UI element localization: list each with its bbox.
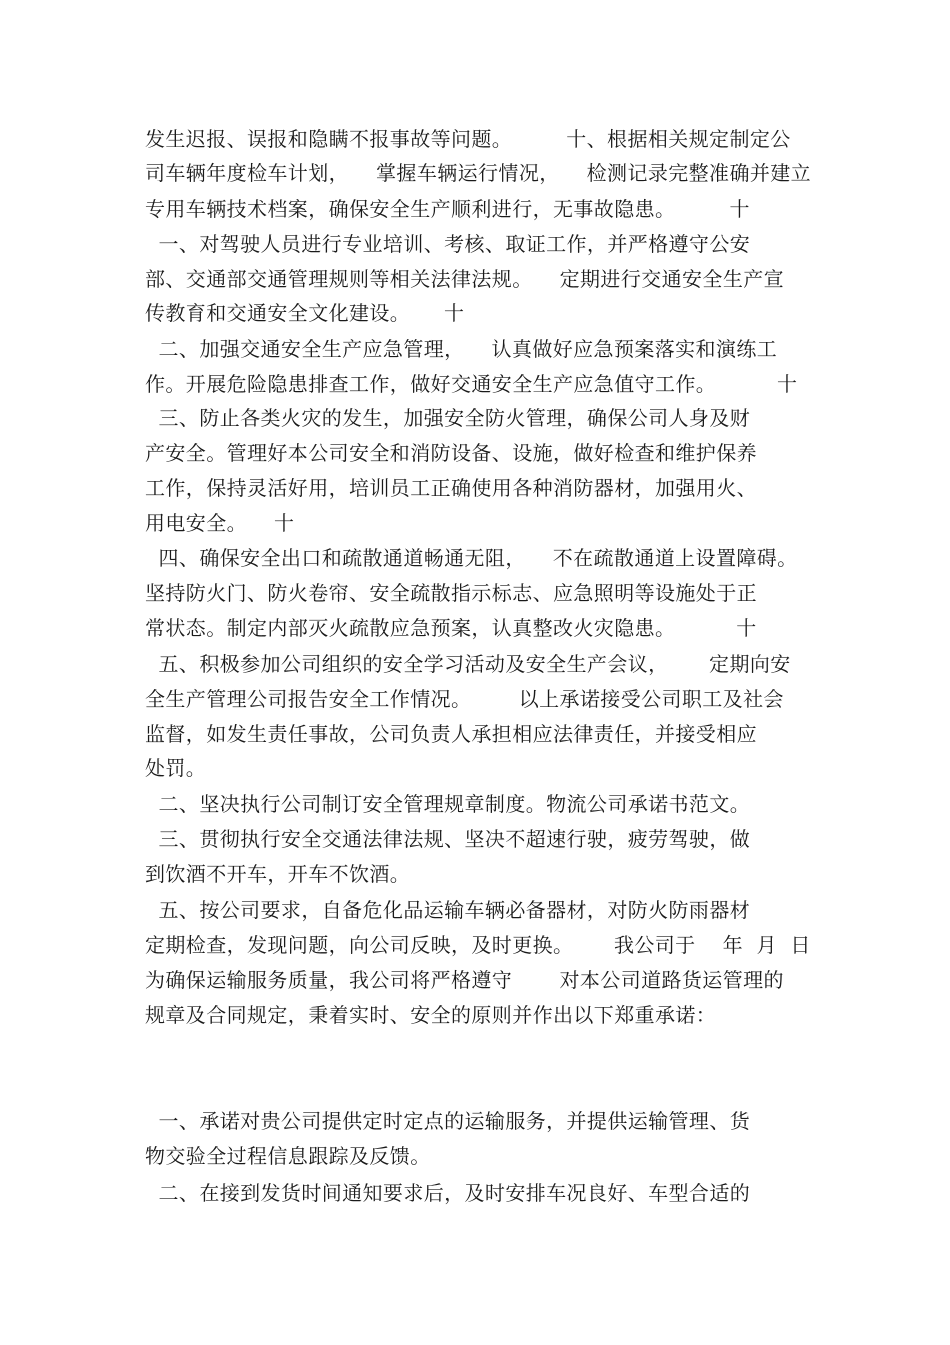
text-line: 五、按公司要求，自备危化品运输车辆必备器材，对防火防雨器材 — [145, 898, 751, 922]
text-line: 二、坚决执行公司制订安全管理规章制度。物流公司承诺书范文。 — [145, 792, 751, 816]
text-line: 五、积极参加公司组织的安全学习活动及安全生产会议， 定期向安 — [145, 652, 791, 676]
text-line: 部、交通部交通管理规则等相关法律法规。 定期进行交通安全生产宣 — [145, 267, 785, 291]
text-line: 四、确保安全出口和疏散通道畅通无阻， 不在疏散通道上设置障碍。 — [145, 546, 798, 570]
text-line: 物交验全过程信息跟踪及反馈。 — [145, 1144, 431, 1168]
text-line: 全生产管理公司报告安全工作情况。 以上承诺接受公司职工及社会 — [145, 687, 784, 711]
text-line: 一、对驾驶人员进行专业培训、考核、取证工作，并严格遵守公安 — [145, 232, 751, 256]
text-line: 规章及合同规定，秉着实时、安全的原则并作出以下郑重承诺： — [145, 1003, 717, 1027]
text-line: 工作，保持灵活好用，培训员工正确使用各种消防器材，加强用火、 — [145, 476, 757, 500]
text-line: 二、在接到发货时间通知要求后，及时安排车况良好、车型合适的 — [145, 1181, 751, 1205]
text-line: 传教育和交通安全文化建设。 十 — [145, 301, 465, 325]
text-line: 三、贯彻执行安全交通法律法规、坚决不超速行驶，疲劳驾驶，做 — [145, 827, 751, 851]
text-line: 专用车辆技术档案，确保安全生产顺利进行，无事故隐患。 十 — [145, 197, 750, 221]
text-line: 常状态。制定内部灭火疏散应急预案，认真整改火灾隐患。 十 — [145, 616, 757, 640]
text-line: 作。开展危险隐患排查工作，做好交通安全生产应急值守工作。 十 — [145, 372, 798, 396]
text-line: 处罚。 — [145, 756, 207, 780]
text-line: 到饮酒不开车，开车不饮酒。 — [145, 862, 411, 886]
text-line: 用电安全。 十 — [145, 511, 295, 535]
text-line: 产安全。管理好本公司安全和消防设备、设施，做好检查和维护保养 — [145, 441, 757, 465]
text-line: 司车辆年度检车计划， 掌握车辆运行情况， 检测记录完整准确并建立 — [145, 161, 812, 185]
text-line: 三、防止各类火灾的发生，加强安全防火管理，确保公司人身及财 — [145, 406, 751, 430]
text-line: 监督，如发生责任事故，公司负责人承担相应法律责任，并接受相应 — [145, 722, 757, 746]
text-line: 发生迟报、误报和隐瞒不报事故等问题。 十、根据相关规定制定公 — [145, 127, 791, 151]
text-line: 为确保运输服务质量，我公司将严格遵守 对本公司道路货运管理的 — [145, 968, 784, 992]
text-line: 一、承诺对贵公司提供定时定点的运输服务，并提供运输管理、货 — [145, 1109, 751, 1133]
text-line: 定期检查，发现问题，向公司反映，及时更换。 我公司于 年 月 日 — [145, 933, 811, 957]
text-line: 二、加强交通安全生产应急管理， 认真做好应急预案落实和演练工 — [145, 337, 778, 361]
text-line: 坚持防火门、防火卷帘、安全疏散指示标志、应急照明等设施处于正 — [145, 581, 757, 605]
